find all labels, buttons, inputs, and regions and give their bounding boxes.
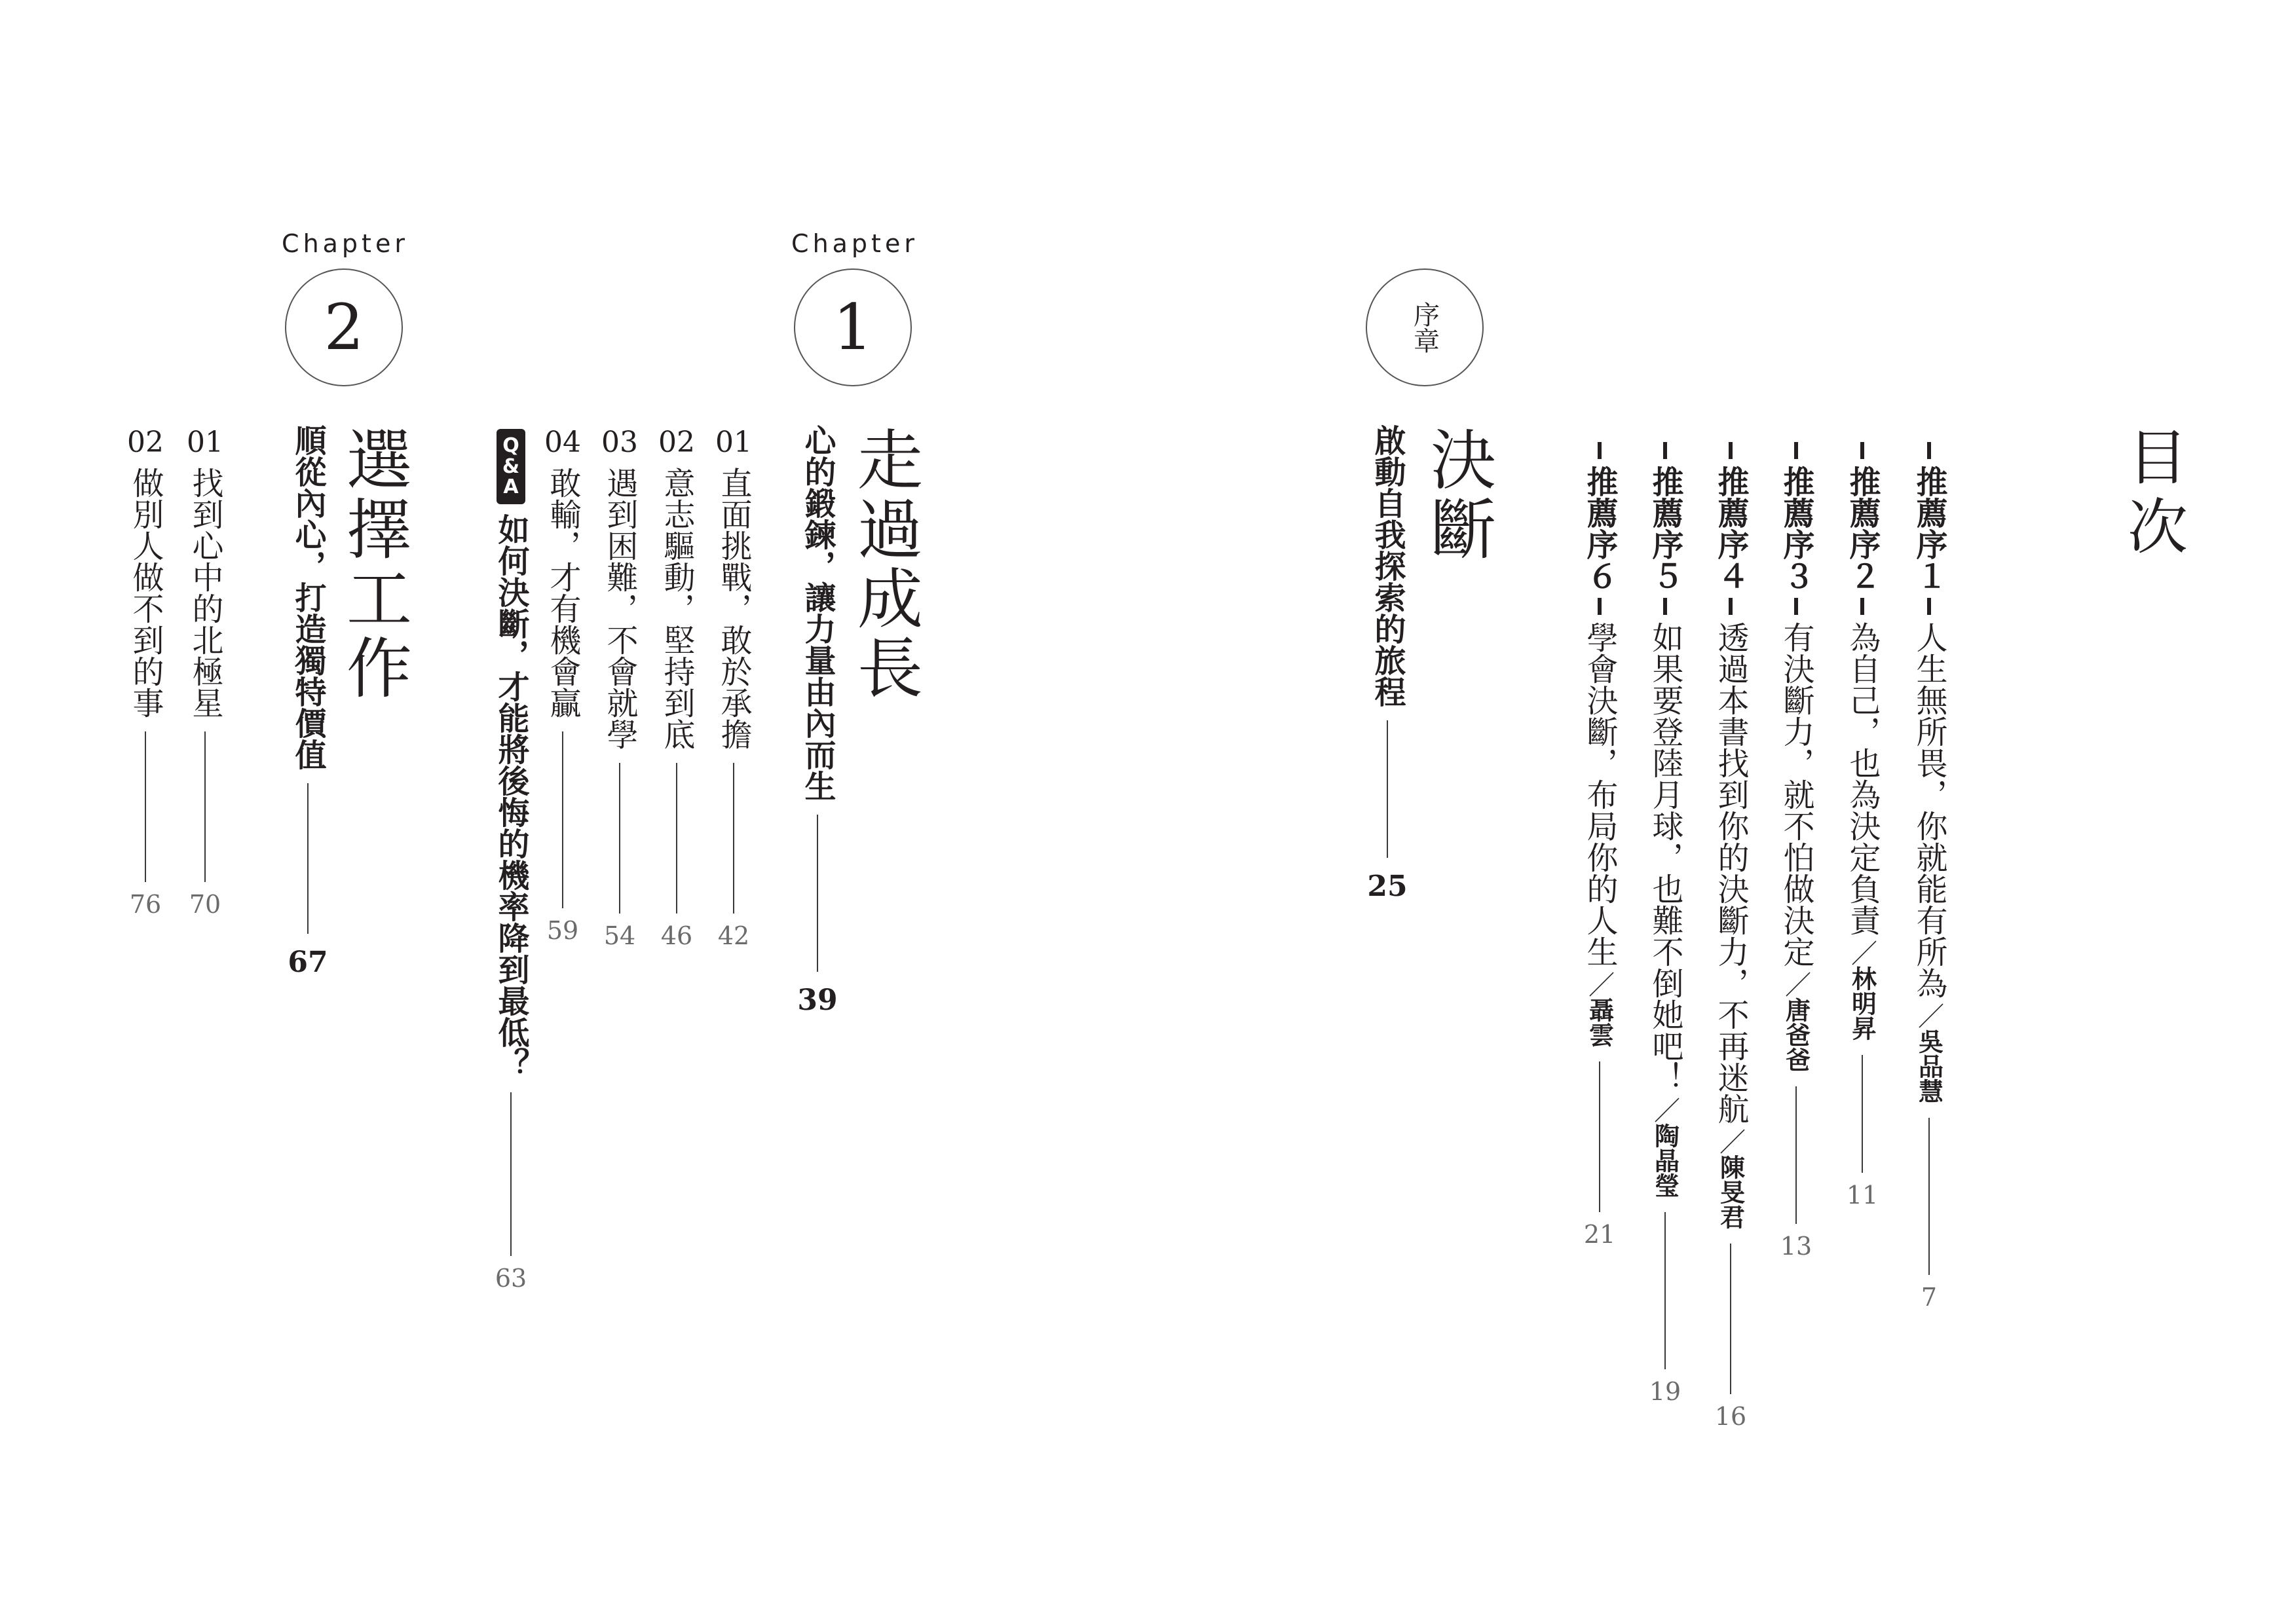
leader-line (1795, 1086, 1797, 1224)
leader-line (676, 763, 677, 913)
qa-badge-amp: & (502, 454, 520, 478)
dash-mark (1729, 598, 1733, 615)
item-page: 70 (189, 890, 221, 919)
dash-mark (1794, 442, 1798, 459)
foreword-author: 陳旻君 (1716, 1154, 1745, 1229)
foreword-author: 唐爸爸 (1781, 997, 1811, 1072)
item-text: 意志驅動，堅持到底 (658, 467, 695, 750)
chapter1-page: 39 (797, 984, 838, 1017)
item-number: 02 (127, 426, 164, 459)
chapter2-label: Chapter (282, 229, 409, 258)
item-number: 03 (601, 426, 638, 459)
qa-badge (497, 429, 525, 504)
prologue-badge-text: 序章 (1409, 301, 1440, 354)
chapter1-number: 1 (833, 291, 873, 364)
leader-line (145, 731, 146, 882)
foreword-label: 推薦序５ (1647, 466, 1683, 591)
leader-line (204, 731, 206, 882)
chapter2-title-col (335, 426, 412, 703)
prologue-title-col (1419, 426, 1496, 564)
foreword-label: 推薦序６ (1581, 466, 1618, 591)
qa-text: 如何決斷，才能將後悔的機率降到最低？ (493, 513, 529, 1079)
prologue-page: 25 (1367, 870, 1408, 903)
foreword-author: 陶晶瑩 (1650, 1123, 1680, 1198)
foreword-page: 19 (1649, 1377, 1681, 1406)
toc-title-text: 目次 (2118, 426, 2188, 564)
item-page: 42 (717, 921, 750, 950)
foreword-page: 11 (1846, 1181, 1879, 1209)
chapter1-subtitle-col (798, 424, 837, 1017)
chapter2-number-circle (285, 268, 403, 386)
leader-line (1599, 1061, 1600, 1212)
dash-mark (1729, 442, 1733, 459)
item-number: 04 (544, 426, 581, 459)
leader-line (1387, 720, 1388, 858)
item-number: 01 (715, 426, 752, 459)
leader-line (1862, 1055, 1863, 1173)
separator-slash: ／ (1584, 971, 1615, 997)
toc-title (2109, 426, 2196, 564)
dash-mark (1663, 442, 1667, 459)
leader-line (562, 731, 563, 908)
foreword-5 (1645, 435, 1685, 1406)
item-text: 做別人做不到的事 (127, 467, 164, 718)
dash-mark (1794, 598, 1798, 615)
qa-page: 63 (495, 1263, 527, 1293)
leader-line (1928, 1118, 1930, 1275)
foreword-page: 13 (1780, 1232, 1812, 1261)
leader-line (1730, 1244, 1731, 1394)
leader-line (619, 763, 620, 913)
item-page: 59 (546, 916, 579, 945)
foreword-author: 林明昇 (1847, 966, 1877, 1041)
chapter1-qa (491, 429, 531, 1293)
leader-line (510, 1092, 512, 1256)
chapter1-item-3 (600, 426, 639, 950)
dash-mark (1598, 442, 1602, 459)
foreword-4 (1711, 435, 1750, 1431)
foreword-title: 為自己，也為決定負責 (1844, 621, 1881, 936)
leader-line (307, 783, 309, 934)
chapter1-label: Chapter (791, 229, 918, 258)
separator-slash: ／ (1649, 1097, 1680, 1123)
dash-mark (1860, 442, 1864, 459)
separator-slash: ／ (1847, 940, 1877, 966)
item-text: 敢輸，才有機會贏 (544, 467, 581, 718)
prologue-subtitle-col (1368, 424, 1407, 903)
foreword-3 (1776, 435, 1816, 1261)
dash-mark (1927, 442, 1931, 459)
chapter1-item-1 (714, 426, 753, 950)
foreword-author: 吳品慧 (1914, 1029, 1943, 1103)
foreword-page: 16 (1714, 1402, 1747, 1431)
leader-line (1664, 1212, 1666, 1369)
chapter2-subtitle-col (288, 424, 328, 979)
dash-mark (1927, 598, 1931, 615)
foreword-title: 如果要登陸月球，也難不倒她吧！ (1647, 621, 1683, 1093)
chapter2-subtitle: 順從內心，打造獨特價值 (290, 424, 326, 770)
item-text: 直面挑戰，敢於承擔 (715, 467, 752, 750)
chapter2-item-2 (126, 426, 165, 919)
foreword-2 (1843, 435, 1882, 1209)
foreword-title: 透過本書找到你的決斷力，不再迷航 (1712, 621, 1749, 1124)
chapter1-item-2 (657, 426, 696, 950)
foreword-label: 推薦序３ (1778, 466, 1814, 591)
leader-line (817, 815, 818, 972)
separator-slash: ／ (1715, 1128, 1746, 1154)
foreword-label: 推薦序１ (1911, 466, 1947, 591)
chapter2-page: 67 (288, 946, 328, 979)
foreword-page: 21 (1583, 1220, 1616, 1249)
qa-badge-a: A (503, 475, 519, 498)
foreword-title: 學會決斷，布局你的人生 (1581, 621, 1618, 967)
item-text: 遇到困難，不會就學 (601, 467, 638, 750)
foreword-label: 推薦序４ (1712, 466, 1749, 591)
dash-mark (1663, 598, 1667, 615)
qa-badge-q: Q (502, 434, 519, 457)
foreword-label: 推薦序２ (1844, 466, 1881, 591)
chapter1-item-4 (543, 426, 582, 945)
chapter2-number: 2 (324, 291, 364, 364)
prologue-badge (1366, 268, 1484, 386)
foreword-page: 7 (1921, 1283, 1938, 1312)
foreword-6 (1580, 435, 1619, 1249)
item-page: 76 (129, 890, 162, 919)
chapter2-title: 選擇工作 (335, 426, 412, 703)
chapter1-title-col (846, 426, 923, 703)
chapter1-title: 走過成長 (846, 426, 923, 703)
chapter1-number-circle (794, 268, 912, 386)
prologue-title: 決斷 (1419, 426, 1496, 564)
item-text: 找到心中的北極星 (187, 467, 223, 718)
item-number: 02 (658, 426, 695, 459)
dash-mark (1598, 598, 1602, 615)
foreword-title: 有決斷力，就不怕做決定 (1778, 621, 1814, 967)
item-number: 01 (187, 426, 223, 459)
chapter2-item-1 (185, 426, 225, 919)
dash-mark (1860, 598, 1864, 615)
separator-slash: ／ (1780, 971, 1811, 997)
foreword-title: 人生無所畏，你就能有所為 (1911, 621, 1947, 999)
prologue-subtitle: 啟動自我探索的旅程 (1369, 424, 1406, 707)
item-page: 54 (603, 921, 636, 950)
chapter1-subtitle: 心的鍛鍊，讓力量由內而生 (799, 424, 836, 802)
separator-slash: ／ (1913, 1003, 1944, 1029)
foreword-1 (1909, 435, 1949, 1312)
foreword-author: 聶雲 (1585, 997, 1614, 1047)
item-page: 46 (660, 921, 693, 950)
leader-line (733, 763, 734, 913)
